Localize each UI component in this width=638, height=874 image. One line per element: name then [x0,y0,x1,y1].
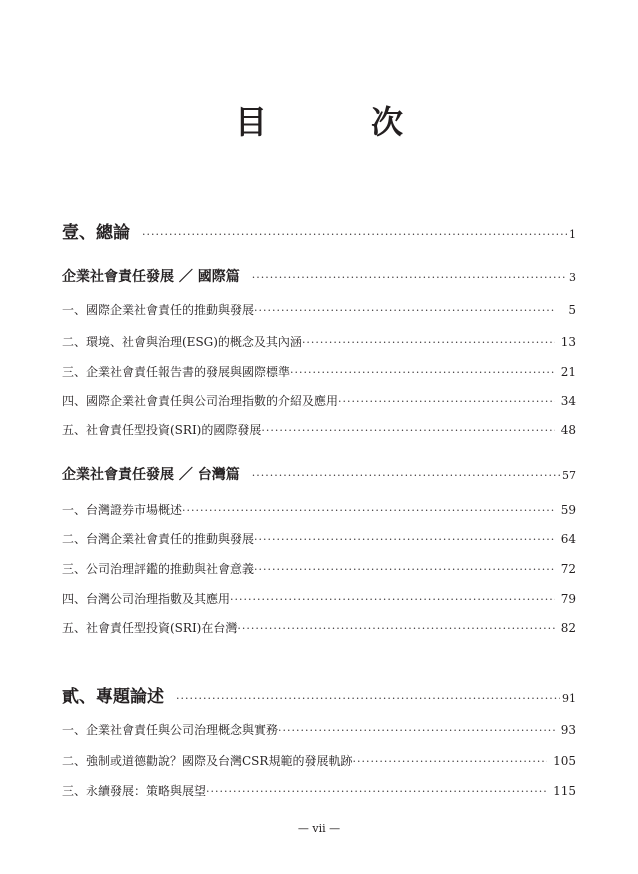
toc-entry-label: 二、台灣企業社會責任的推動與發展 [62,532,255,546]
toc-entry[interactable] [62,333,576,350]
toc-entry-label: 五、社會責任型投資(SRI)在台灣 [62,621,238,635]
toc-entry-label: 一、台灣證券市場概述 [62,503,183,517]
toc-section-taiwan[interactable] [62,464,576,484]
toc-entry-label: 企業社會責任發展 ／ 國際篇 [62,269,240,285]
dot-leader [352,755,547,768]
toc-entry-page: 82 [560,621,576,635]
dot-leader [290,366,555,379]
dot-leader [142,228,567,241]
dot-leader [230,593,555,606]
dot-leader [338,395,555,408]
toc-entry-page: 3 [569,271,576,284]
toc-entry-page: 57 [562,469,576,482]
dot-leader [254,563,555,576]
dot-leader [206,785,547,798]
dot-leader [176,692,560,705]
dot-leader [237,622,554,635]
toc-entry-label: 貳、專題論述 [62,687,164,707]
toc-entry-label: 五、社會責任型投資(SRI)的國際發展 [62,423,262,437]
toc-entry-page: 34 [560,394,576,408]
dot-leader [254,304,556,317]
toc-entry[interactable] [62,752,576,769]
toc-entry[interactable] [62,560,576,577]
page-number: — vii — [297,822,341,835]
toc-entry-label: 一、企業社會責任與公司治理概念與實務 [62,723,279,737]
toc-entry-page: 79 [560,592,576,606]
dot-leader [261,424,554,437]
dot-leader [252,469,560,482]
dot-leader [252,271,567,284]
toc-entry-label: 四、台灣公司治理指數及其應用 [62,592,231,606]
dot-leader [278,724,555,737]
toc-entry-page: 48 [560,423,576,437]
toc-entry[interactable] [62,501,576,518]
toc-entry-page: 91 [562,692,576,705]
toc-entry-page: 13 [560,335,576,349]
toc-entry-label: 企業社會責任發展 ／ 台灣篇 [62,467,240,483]
toc-entry-page: 5 [568,303,576,317]
toc-entry-page: 21 [560,365,576,379]
toc-entry-page: 72 [560,562,576,576]
toc-entry[interactable] [62,392,576,409]
toc-entry-label: 壹、總論 [62,223,130,243]
dot-leader [254,533,555,546]
toc-entry-label: 一、國際企業社會責任的推動與發展 [62,303,255,317]
toc-entry-label: 二、環境、社會與治理(ESG)的概念及其內涵 [62,335,302,349]
toc-entry[interactable] [62,421,576,438]
toc-entry-special-topics[interactable] [62,682,576,707]
toc-entry[interactable] [62,301,576,318]
page-title: 目 次 [234,103,439,141]
toc-entry-general-overview[interactable] [62,218,576,243]
toc-section-international[interactable] [62,266,576,286]
toc-entry-label: 三、公司治理評鑑的推動與社會意義 [62,562,255,576]
dot-leader [302,336,555,349]
toc-entry[interactable] [62,530,576,547]
toc-entry-label: 三、企業社會責任報告書的發展與國際標準 [62,365,291,379]
toc-entry[interactable] [62,363,576,380]
toc-entry[interactable] [62,782,576,799]
toc-entry-page: 64 [560,532,576,546]
toc-entry[interactable] [62,590,576,607]
toc-entry[interactable] [62,619,576,636]
toc-entry-label: 四、國際企業社會責任與公司治理指數的介紹及應用 [62,394,339,408]
toc-entry-page: 105 [553,754,576,768]
toc-entry-page: 93 [560,723,576,737]
toc-entry-label: 三、永續發展：策略與展望 [62,784,207,798]
toc-entry-page: 59 [560,503,576,517]
dot-leader [182,504,555,517]
toc-entry-page: 115 [553,784,576,798]
toc-entry-page: 1 [569,228,576,241]
toc-entry[interactable] [62,721,576,738]
toc-entry-label: 二、強制或道德勸說？國際及台灣CSR規範的發展軌跡 [62,754,353,768]
